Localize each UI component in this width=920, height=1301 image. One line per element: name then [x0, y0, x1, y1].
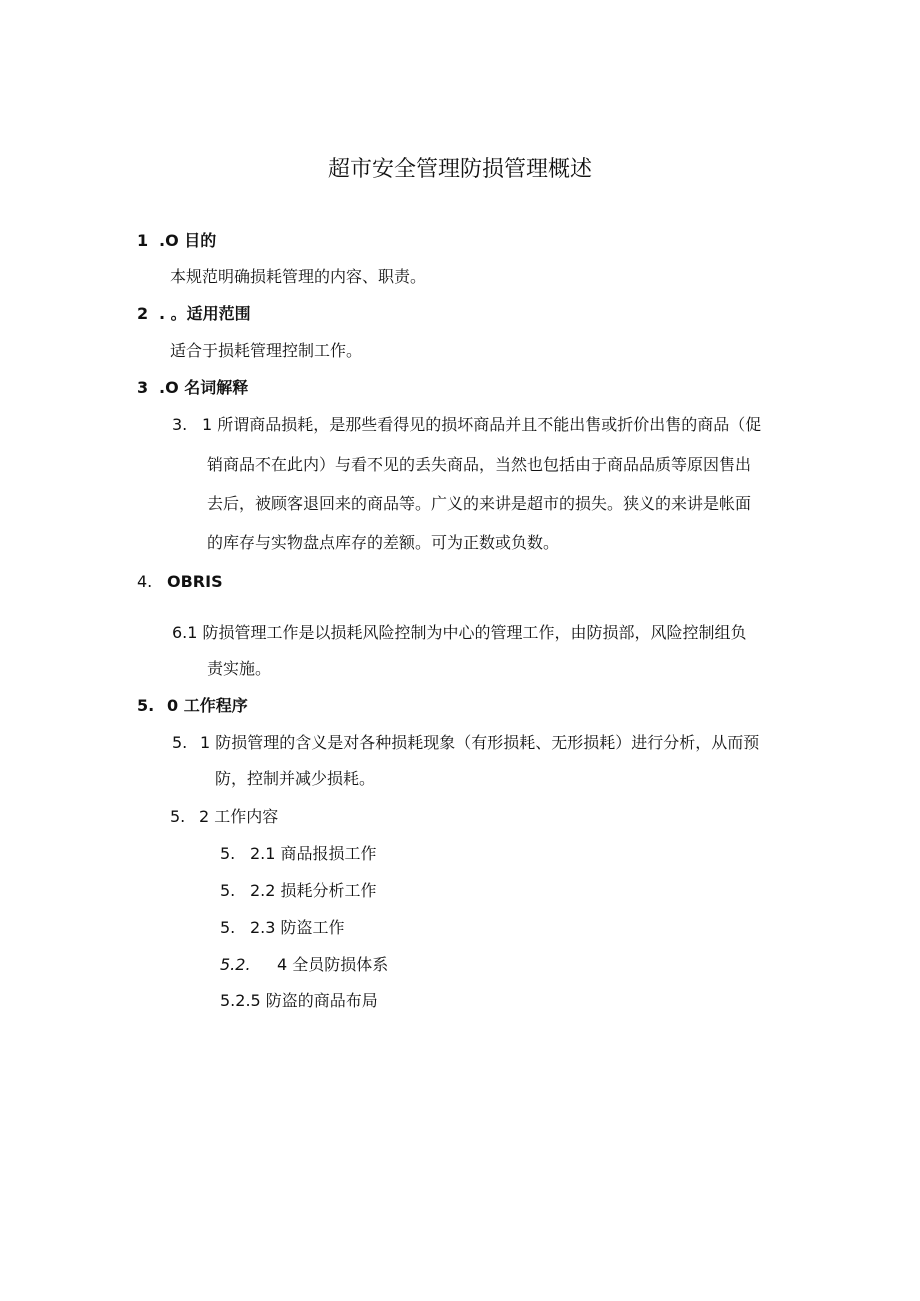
- section-1-heading: [137, 230, 216, 252]
- section-number: 2: [137, 304, 149, 323]
- section-2-heading: [137, 303, 251, 325]
- item-number: 5.2.: [220, 955, 251, 974]
- section-3-paragraph-line: [172, 414, 761, 436]
- list-item-text: 2.2 损耗分析工作: [250, 881, 377, 900]
- list-item: [220, 880, 377, 902]
- section-4-paragraph-line: 6.1 防损管理工作是以损耗风险控制为中心的管理工作，由防损部，风险控制组负: [172, 623, 747, 642]
- item-number: 5.: [220, 881, 236, 900]
- section-number: 3: [137, 378, 149, 397]
- section-5-paragraph-line: [172, 732, 759, 754]
- list-item-text: 5.2.5 防盗的商品布局: [220, 991, 378, 1010]
- section-heading-text: OBRIS: [167, 572, 223, 591]
- subheading-text: 2 工作内容: [199, 807, 279, 826]
- section-5-paragraph-line: 防，控制并减少损耗。: [215, 769, 376, 788]
- item-number: 5.: [220, 918, 236, 937]
- section-1-body: 本规范明确损耗管理的内容、职责。: [170, 267, 427, 286]
- item-number: 5.: [172, 733, 188, 752]
- section-3-paragraph-line: 去后，被顾客退回来的商品等。广义的来讲是超市的损失。狭义的来讲是帐面: [207, 494, 752, 513]
- section-3-heading: [137, 377, 248, 399]
- item-number: 5.: [220, 844, 236, 863]
- section-3-paragraph-line: 销商品不在此内）与看不见的丢失商品，当然也包括由于商品品质等原因售出: [207, 455, 752, 474]
- section-number: 4.: [137, 572, 153, 591]
- list-item-text: 2.1 商品报损工作: [250, 844, 377, 863]
- section-heading-text: .O 名词解释: [159, 378, 249, 397]
- section-4-heading: [137, 571, 223, 593]
- item-number: 3.: [172, 415, 188, 434]
- list-item: [220, 843, 377, 865]
- section-5-subheading: [170, 806, 278, 828]
- list-item-text: 2.3 防盗工作: [250, 918, 345, 937]
- section-heading-text: . 。适用范围: [159, 304, 251, 323]
- list-item: [220, 954, 388, 976]
- item-number: 5.: [170, 807, 186, 826]
- section-4-paragraph-line: 责实施。: [207, 659, 272, 678]
- list-item-text: 4 全员防损体系: [277, 955, 389, 974]
- document-title: 超市安全管理防损管理概述: [327, 157, 592, 182]
- section-2-body: 适合于损耗管理控制工作。: [170, 341, 363, 360]
- section-heading-text: .O 目的: [159, 231, 217, 250]
- section-5-heading: [137, 695, 248, 717]
- section-number: 1: [137, 231, 149, 250]
- section-heading-text: 0 工作程序: [167, 696, 248, 715]
- paragraph-text: 1 防损管理的含义是对各种损耗现象（有形损耗、无形损耗）进行分析，从而预: [200, 733, 760, 752]
- list-item: [220, 990, 378, 1012]
- paragraph-text: 1 所谓商品损耗，是那些看得见的损坏商品并且不能出售或折价出售的商品（促: [202, 415, 762, 434]
- list-item: [220, 917, 345, 939]
- section-3-paragraph-line: 的库存与实物盘点库存的差额。可为正数或负数。: [207, 533, 560, 552]
- section-number: 5.: [137, 696, 155, 715]
